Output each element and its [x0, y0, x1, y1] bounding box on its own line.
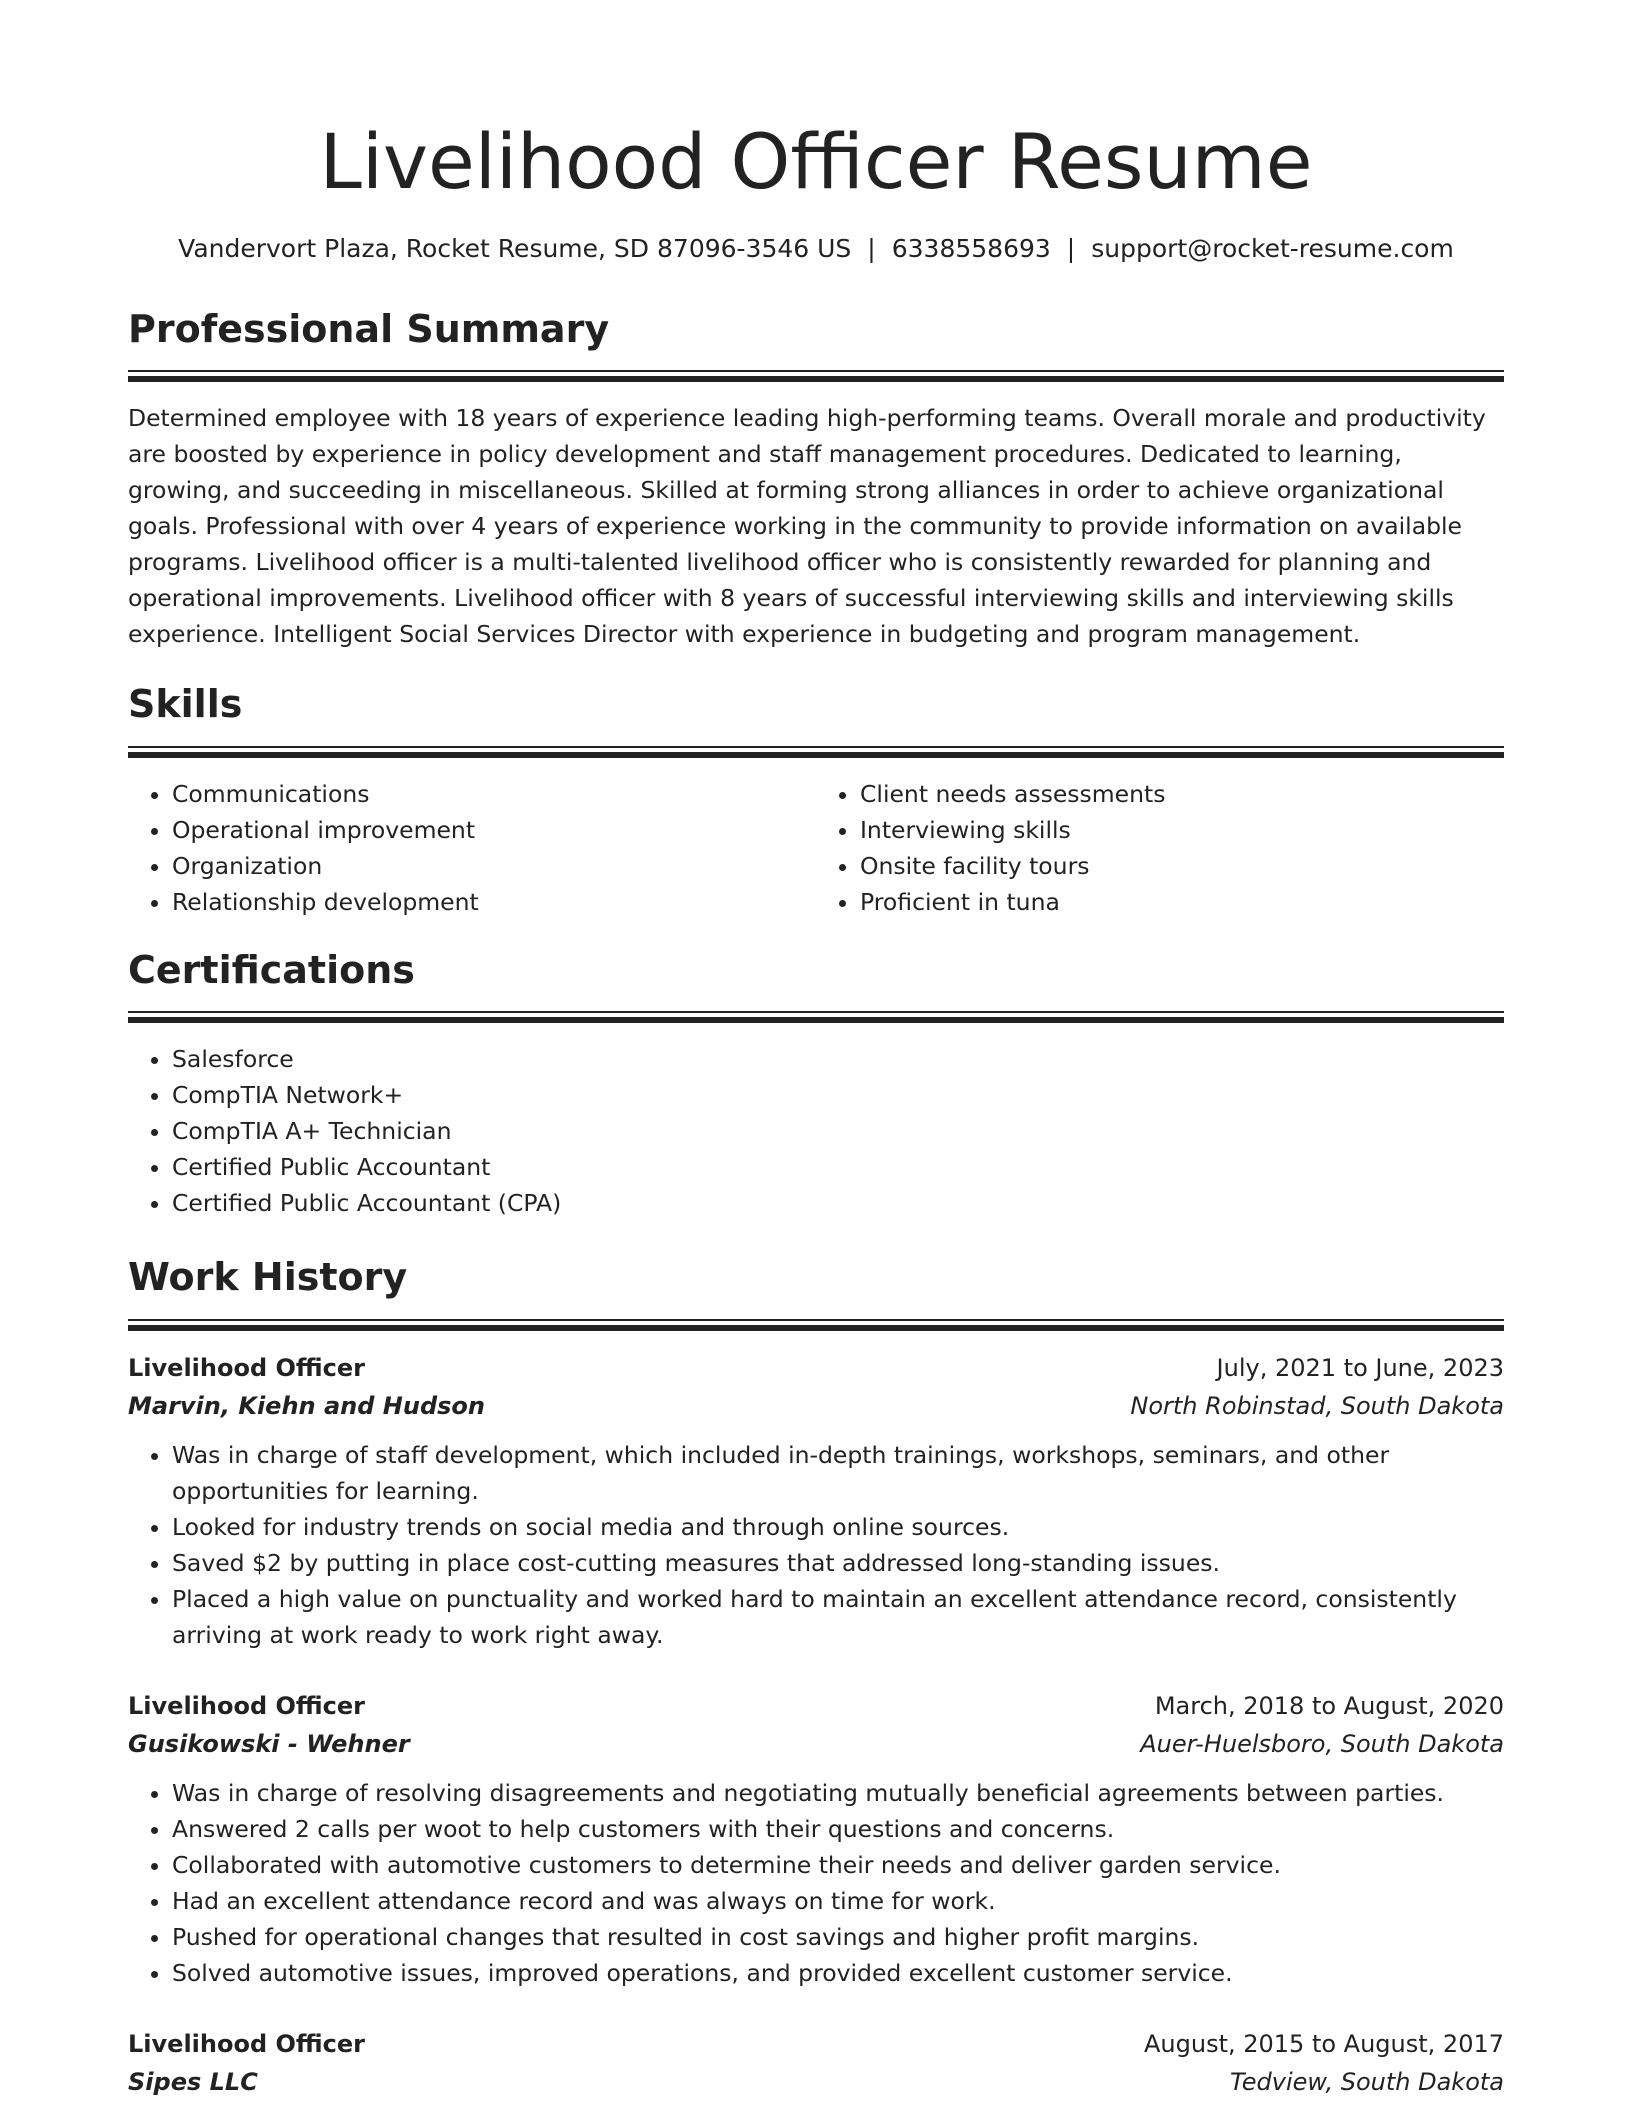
skill-item: • Organization [172, 848, 816, 884]
job-location: Auer-Huelsboro, South Dakota [1140, 1729, 1504, 1758]
skill-item: • Communications [172, 776, 816, 812]
job-company-row [128, 1387, 1504, 1425]
skill-item: • Proficient in tuna [860, 884, 1504, 920]
job-company: Gusikowski - Wehner [128, 1729, 410, 1758]
resume-title: Livelihood Officer Resume [319, 117, 1313, 206]
job-bullet: • Was in charge of resolving disagreements and negotiating mutually beneficial agreements between parties. [172, 1775, 1504, 1811]
contact-separator: | [1066, 233, 1076, 263]
section-divider [128, 1011, 1504, 1023]
job-bullets [128, 1437, 1504, 1653]
certification-item: • Certified Public Accountant [172, 1149, 1504, 1185]
job-bullet: • Was in charge of staff development, which included in-depth trainings, workshops, seminars, and other opportunities for learning. [172, 1437, 1504, 1509]
contact-email[interactable]: support@rocket-resume.com [1091, 233, 1454, 263]
job-bullets [128, 1775, 1504, 1991]
summary-heading: Professional Summary [128, 306, 610, 351]
section-divider [128, 746, 1504, 758]
job-bullet: • Had an excellent attendance record and was always on time for work. [172, 1883, 1504, 1919]
certification-item: • CompTIA A+ Technician [172, 1113, 1504, 1149]
certifications-heading: Certifications [128, 947, 415, 992]
job-location: North Robinstad, South Dakota [1130, 1391, 1504, 1420]
contact-phone: 6338558693 [891, 233, 1051, 263]
job-dates: August, 2015 to August, 2017 [1144, 2029, 1504, 2058]
job-bullet: • Looked for industry trends on social media and through online sources. [172, 1509, 1504, 1545]
skill-item: • Operational improvement [172, 812, 816, 848]
skills-section [128, 682, 1504, 920]
job-header-row [128, 1687, 1504, 1725]
job-entry [128, 1687, 1504, 1991]
certification-item: • Salesforce [172, 1041, 1504, 1077]
skills-list-right [816, 776, 1504, 920]
job-company: Sipes LLC [128, 2067, 258, 2096]
section-divider [128, 1319, 1504, 1331]
work-history-heading: Work History [128, 1255, 408, 1300]
summary-text: Determined employee with 18 years of experience leading high-performing teams. Overall morale and productivity are boosted by experience in policy development and staff management procedures. Dedicated to learning, growing, and succeeding in miscellaneous. Skilled at forming strong alliances in order to achieve organizational goals. Professional with over 4 years of experience working in the community to provide information on available programs. Livelihood officer is a multi-talented livelihood officer who is consistently rewarded for planning and operational improvements. Livelihood officer with 8 years of successful interviewing skills and interviewing skills experience. Intelligent Social Services Director with experience in budgeting and program management. [128, 404, 1486, 649]
job-entry [128, 2025, 1504, 2101]
job-location: Tedview, South Dakota [1230, 2067, 1504, 2096]
summary-section [128, 307, 1504, 653]
skill-item: • Interviewing skills [860, 812, 1504, 848]
job-dates: March, 2018 to August, 2020 [1154, 1691, 1504, 1720]
job-company: Marvin, Kiehn and Hudson [128, 1391, 485, 1420]
contact-address: Vandervort Plaza, Rocket Resume, SD 87096-3546 US [178, 233, 852, 263]
certification-item: • Certified Public Accountant (CPA) [172, 1185, 1504, 1221]
job-bullet: • Placed a high value on punctuality and worked hard to maintain an excellent attendance record, consistently arriving at work ready to work right away. [172, 1581, 1504, 1653]
job-company-row [128, 1725, 1504, 1763]
skill-item: • Onsite facility tours [860, 848, 1504, 884]
job-company-row [128, 2063, 1504, 2101]
job-header-row [128, 1349, 1504, 1387]
job-header-row [128, 2025, 1504, 2063]
job-title: Livelihood Officer [128, 2029, 365, 2058]
skill-item: • Relationship development [172, 884, 816, 920]
skills-grid [128, 776, 1504, 920]
contact-separator: | [867, 233, 876, 263]
skill-item: • Client needs assessments [860, 776, 1504, 812]
job-bullet: • Solved automotive issues, improved operations, and provided excellent customer service. [172, 1955, 1504, 1991]
job-entry [128, 1349, 1504, 1653]
job-title: Livelihood Officer [128, 1691, 365, 1720]
skills-list-left [128, 776, 816, 920]
certification-item: • CompTIA Network+ [172, 1077, 1504, 1113]
job-title: Livelihood Officer [128, 1353, 365, 1382]
job-dates: July, 2021 to June, 2023 [1216, 1353, 1504, 1382]
skills-heading: Skills [128, 682, 243, 727]
section-divider [128, 370, 1504, 382]
job-bullet: • Collaborated with automotive customers to determine their needs and deliver garden service. [172, 1847, 1504, 1883]
job-bullet: • Pushed for operational changes that resulted in cost savings and higher profit margins. [172, 1919, 1504, 1955]
work-history-section [128, 1255, 1504, 2101]
job-bullet: • Answered 2 calls per woot to help customers with their questions and concerns. [172, 1811, 1504, 1847]
certifications-section [128, 948, 1504, 1222]
job-bullet: • Saved $2 by putting in place cost-cutting measures that addressed long-standing issues. [172, 1545, 1504, 1581]
certifications-list [128, 1041, 1504, 1221]
contact-line [128, 234, 1504, 263]
